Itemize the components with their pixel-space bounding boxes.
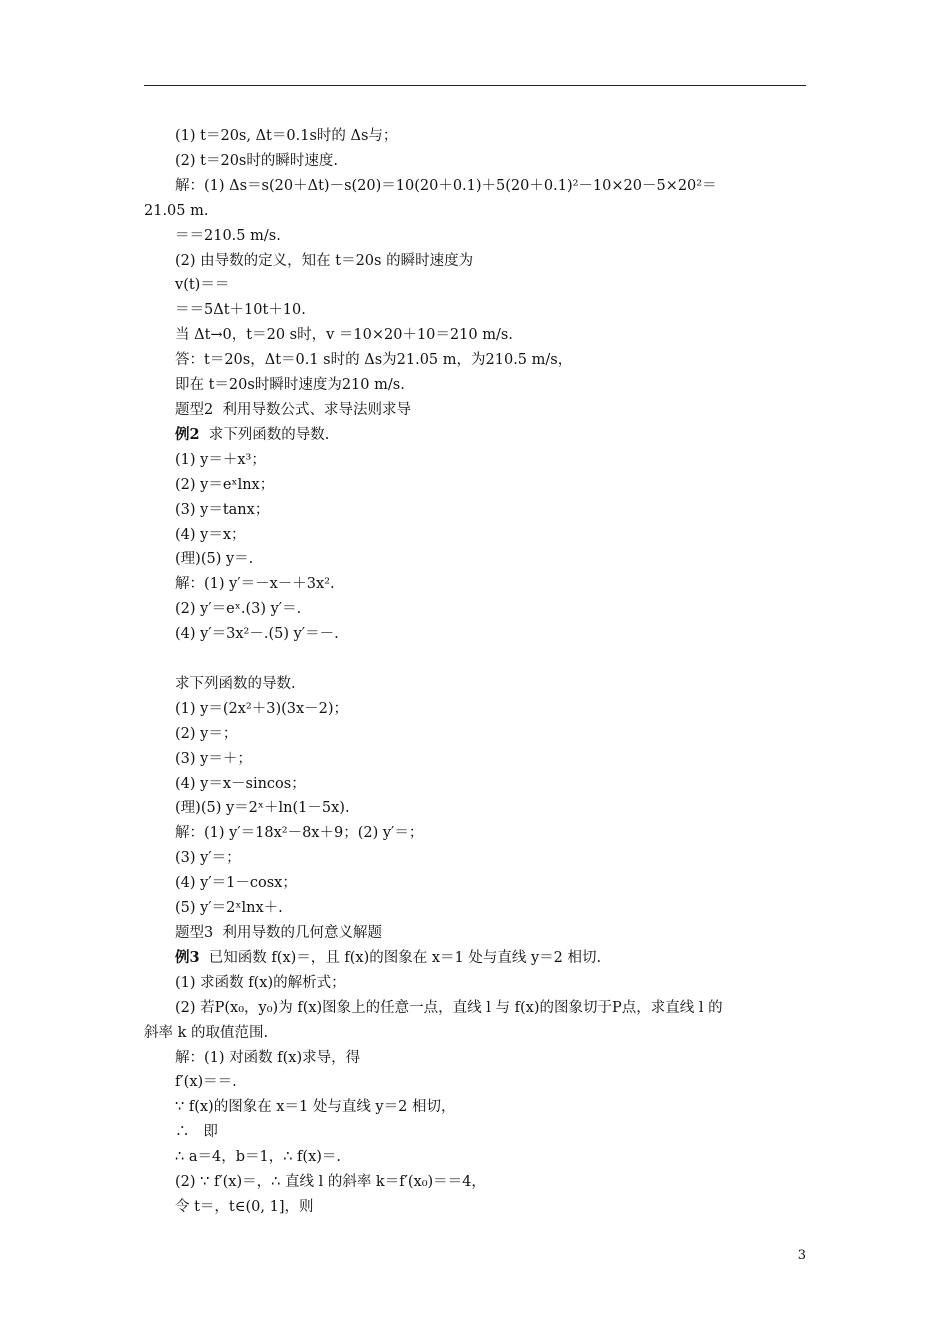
text-line: (2) y＝；: [175, 725, 238, 742]
document-body: [144, 124, 806, 1220]
text-line: (4) y＝x；: [175, 526, 246, 543]
text-line: (3) y＝＋；: [175, 750, 252, 767]
text-line: (2) t＝20s时的瞬时速度.: [175, 152, 338, 169]
example-label: 例2: [175, 425, 200, 443]
text-line: [144, 946, 806, 971]
text-line: (1) y＝＋x³；: [175, 451, 266, 468]
text-line: ＝＝5Δt＋10t＋10.: [175, 302, 306, 319]
text-line: [144, 647, 806, 672]
page-number: 3: [797, 1248, 806, 1263]
text-line: 令 t＝，t∈(0, 1]，则: [175, 1198, 314, 1215]
text-line: ∴ a＝4，b＝1，∴ f(x)＝.: [175, 1149, 342, 1166]
text-line: 斜率 k 的取值范围.: [144, 1024, 269, 1041]
example-text: 求下列函数的导数.: [199, 426, 330, 443]
text-line: (3) y＝tanx；: [175, 501, 270, 518]
text-line: v(t)＝＝: [175, 277, 230, 294]
text-line: 解：(1) 对函数 f(x)求导，得: [175, 1049, 361, 1066]
text-line: (5) y′＝2ˣlnx＋.: [175, 900, 283, 917]
example-text: 已知函数 f(x)＝，且 f(x)的图象在 x＝1 处与直线 y＝2 相切.: [199, 949, 602, 966]
text-line: (4) y′＝3x²－.(5) y′＝－.: [175, 626, 339, 643]
text-line: 题型2 利用导数公式、求导法则求导: [175, 401, 411, 418]
text-line: (4) y′＝1－cosx；: [175, 875, 297, 892]
text-line: (理)(5) y＝2ˣ＋ln(1－5x).: [175, 800, 350, 817]
text-line: (2) ∵ f′(x)＝，∴ 直线 l 的斜率 k＝f′(x₀)＝＝4，: [175, 1174, 486, 1191]
text-line: 题型3 利用导数的几何意义解题: [175, 924, 382, 941]
text-line: 解：(1) Δs＝s(20＋Δt)－s(20)＝10(20＋0.1)＋5(20＋0.1)²－10×20－5×20²＝: [175, 177, 717, 194]
text-line: ＝＝210.5 m/s.: [175, 227, 281, 244]
text-line: (4) y＝x－sincos；: [175, 775, 306, 792]
text-line: 当 Δt→0，t＝20 s时，v ＝10×20＋10＝210 m/s.: [175, 327, 513, 344]
text-line: (2) 若P(x₀，y₀)为 f(x)图象上的任意一点，直线 l 与 f(x)的图象切于P点，求直线 l 的: [175, 999, 723, 1016]
text-line: f′(x)＝＝.: [175, 1074, 237, 1091]
text-line: 解：(1) y′＝－x－＋3x².: [175, 576, 335, 593]
text-line: ∴ 即: [175, 1124, 218, 1141]
text-line: 即在 t＝20s时瞬时速度为210 m/s.: [175, 377, 405, 394]
text-line: (1) t＝20s, Δt＝0.1s时的 Δs与；: [175, 128, 398, 144]
text-line: (1) 求函数 f(x)的解析式；: [175, 974, 346, 991]
text-line: 解：(1) y′＝18x²－8x＋9；(2) y′＝；: [175, 825, 424, 842]
text-line: ∵ f(x)的图象在 x＝1 处与直线 y＝2 相切，: [175, 1099, 456, 1116]
text-line: (理)(5) y＝.: [175, 551, 254, 568]
text-line: (3) y′＝；: [175, 850, 241, 867]
example-label: 例3: [175, 948, 200, 966]
header-rule: [144, 85, 806, 86]
text-line: 21.05 m.: [144, 202, 209, 219]
text-line: (2) 由导数的定义，知在 t＝20s 的瞬时速度为: [175, 252, 474, 269]
text-line: 求下列函数的导数.: [175, 675, 296, 692]
text-line: (2) y′＝eˣ.(3) y′＝.: [175, 601, 302, 618]
text-line: 答：t＝20s，Δt＝0.1 s时的 Δs为21.05 m，为210.5 m/s，: [175, 352, 573, 369]
text-line: (2) y＝eˣlnx；: [175, 476, 275, 493]
text-line: (1) y＝(2x²＋3)(3x－2)；: [175, 700, 349, 717]
text-line: [144, 423, 806, 448]
